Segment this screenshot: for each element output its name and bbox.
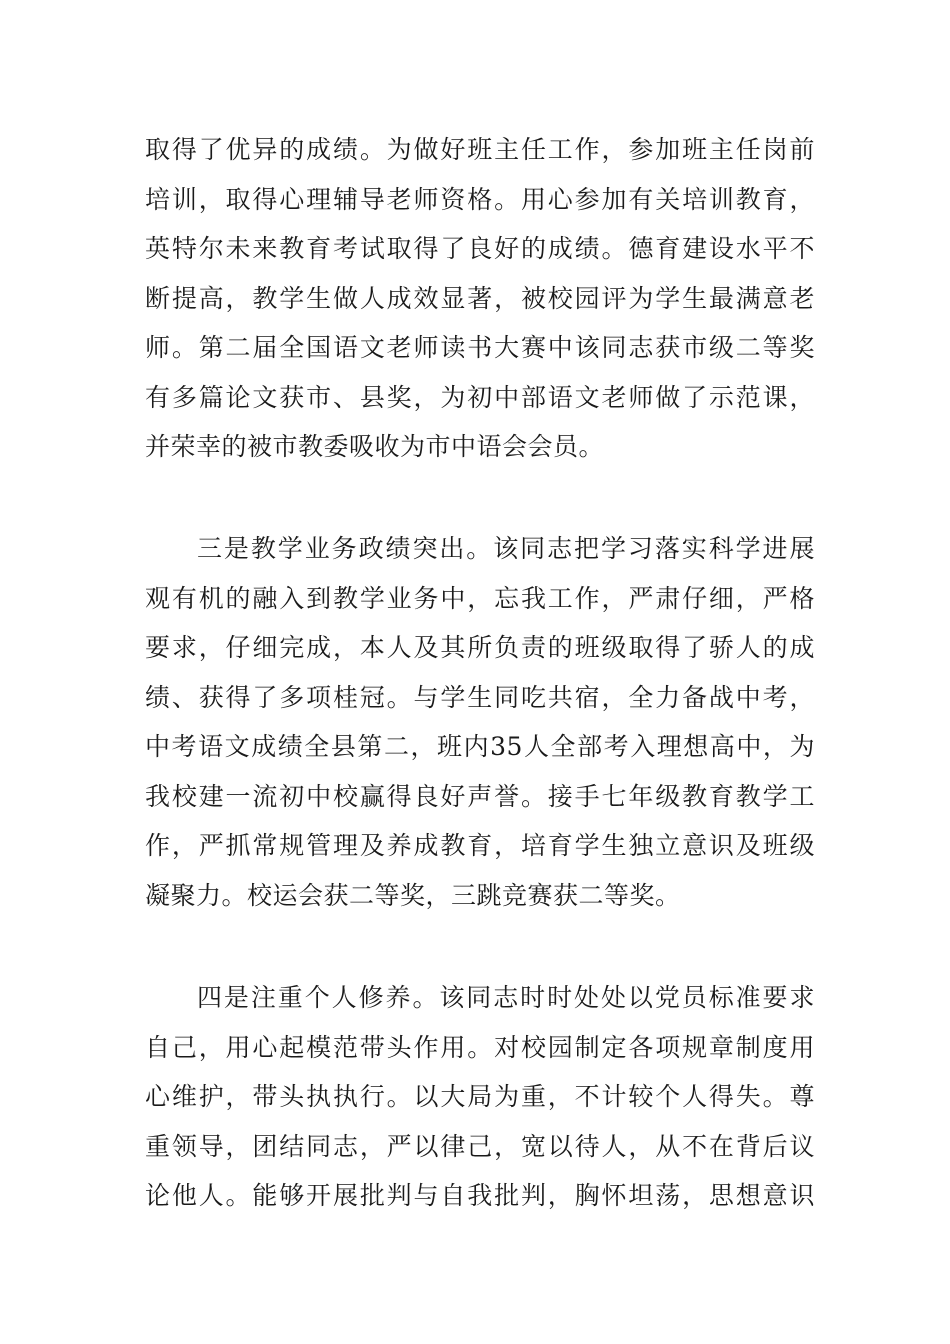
text-line: 心维护，带头执执行。以大局为重，不计较个人得失。尊 <box>145 1082 815 1111</box>
text-line: 论他人。能够开展批判与自我批判，胸怀坦荡，思想意识 <box>145 1181 815 1210</box>
text-line: 我校建一流初中校赢得良好声誉。接手七年级教育教学工 <box>145 782 815 811</box>
text-line: 并荣幸的被市教委吸收为市中语会会员。 <box>145 432 605 461</box>
text-line: 师。第二届全国语文老师读书大赛中该同志获市级二等奖 <box>145 333 815 362</box>
text-line: 要求，仔细完成，本人及其所负责的班级取得了骄人的成 <box>145 633 815 662</box>
text-line: 培训，取得心理辅导老师资格。用心参加有关培训教育， <box>145 185 815 214</box>
text-line: 绩、获得了多项桂冠。与学生同吃共宿，全力备战中考， <box>145 683 815 712</box>
text-line: 作，严抓常规管理及养成教育，培育学生独立意识及班级 <box>145 831 815 860</box>
text-line: 三是教学业务政绩突出。该同志把学习落实科学进展 <box>197 534 815 563</box>
text-line: 重领导，团结同志，严以律己，宽以待人，从不在背后议 <box>145 1132 815 1161</box>
text-line: 有多篇论文获市、县奖，为初中部语文老师做了示范课， <box>145 383 815 412</box>
text-line: 自己，用心起模范带头作用。对校园制定各项规章制度用 <box>145 1033 815 1062</box>
text-line: 观有机的融入到教学业务中，忘我工作，严肃仔细，严格 <box>145 584 815 613</box>
text-line: 英特尔未来教育考试取得了良好的成绩。德育建设水平不 <box>145 234 815 263</box>
text-line: 四是注重个人修养。该同志时时处处以党员标准要求 <box>197 983 815 1012</box>
text-line: 断提高，教学生做人成效显著，被校园评为学生最满意老 <box>145 284 815 313</box>
text-line: 中考语文成绩全县第二，班内35人全部考入理想高中，为 <box>145 732 815 761</box>
text-line: 凝聚力。校运会获二等奖，三跳竞赛获二等奖。 <box>145 881 681 910</box>
text-line: 取得了优异的成绩。为做好班主任工作，参加班主任岗前 <box>145 135 815 164</box>
